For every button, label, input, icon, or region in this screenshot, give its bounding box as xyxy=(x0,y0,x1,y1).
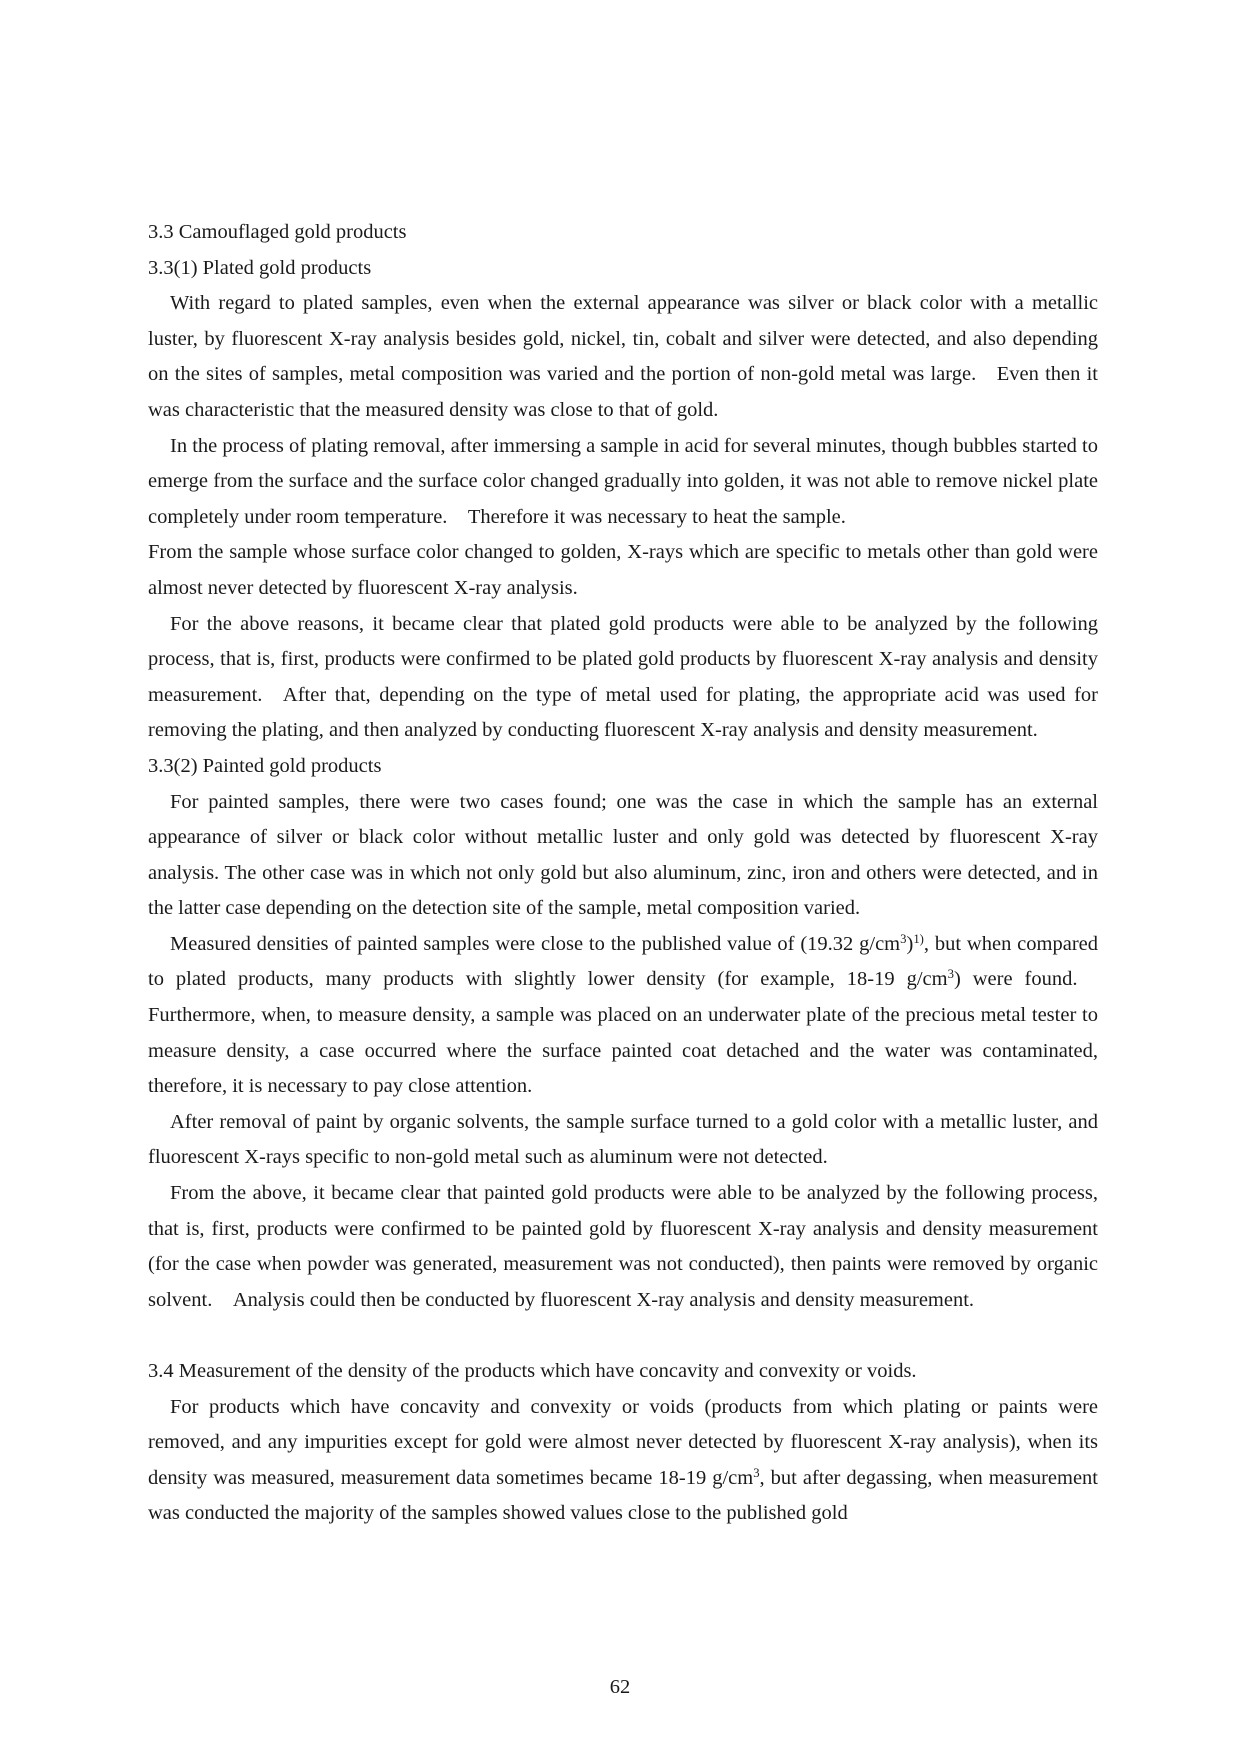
superscript: 3 xyxy=(753,1465,760,1480)
text-run: For products which have concavity and convexity or voids (products from which plating or paints were removed, and any impurities except for gold were almost never detected by fluorescent X-ray analysis), when its density was measured, measurement data sometimes became 18-19 g/cm xyxy=(148,1395,1098,1489)
reference-marker: 1) xyxy=(913,931,924,946)
section-3-3-1-heading: 3.3(1) Plated gold products xyxy=(148,256,372,279)
section-3-3-heading: 3.3 Camouflaged gold products xyxy=(148,221,407,243)
text-run: Measured densities of painted samples were close to the published value of (19.32 g/cm xyxy=(170,932,901,955)
superscript: 3 xyxy=(947,967,954,982)
text-run: , but when compared to plated products, many products with slightly lower density (for example, 18-19 g/cm xyxy=(148,932,1098,991)
page-number: 62 xyxy=(609,1676,631,1698)
text-run: ) xyxy=(906,932,914,955)
paragraph-plated-3: For the above reasons, it became clear that plated gold products were able to be analyzed by the following process, that is, first, products were confirmed to be plated gold products by fluorescent X-ray analysis and density measurement. After that, depending on the type of metal used for plating, the appropriate acid was used for removing the plating, and then analyzed by conducting fluorescent X-ray analysis and density measurement. xyxy=(148,612,1098,742)
text-run: ) were found. Furthermore, when, to measure density, a sample was placed on an underwater plate of the precious metal tester to measure density, a case occurred where the surface painted coat detached and the water was contaminated, therefore, it is necessary to pay close attention. xyxy=(148,968,1098,1098)
superscript: 3 xyxy=(900,931,907,946)
section-3-3-2-heading: 3.3(2) Painted gold products xyxy=(148,754,382,777)
text-run: , but after degassing, when measurement was conducted the majority of the samples showed values close to the published gold xyxy=(148,1466,1099,1525)
paragraph-plated-1: With regard to plated samples, even when the external appearance was silver or black color with a metallic luster, by fluorescent X-ray analysis besides gold, nickel, tin, cobalt and silver were detected, and also depending on the sites of samples, metal composition was varied and the portion of non-gold metal was large. Even then it was characteristic that the measured density was close to that of gold. xyxy=(148,292,1098,421)
paragraph-painted-1: For painted samples, there were two cases found; one was the case in which the sample has an external appearance of silver or black color without metallic luster and only gold was detected by fluorescent X-ray analysis. The other case was in which not only gold but also aluminum, zinc, iron and others were detected, and in the latter case depending on the detection site of the sample, metal composition varied. xyxy=(148,790,1098,920)
paragraph-plated-2b: From the sample whose surface color changed to golden, X-rays which are specific to metals other than gold were almost never detected by fluorescent X-ray analysis. xyxy=(148,541,1098,599)
paragraph-painted-3: After removal of paint by organic solvents, the sample surface turned to a gold color with a metallic luster, and fluorescent X-rays specific to non-gold metal such as aluminum were not detected. xyxy=(148,1110,1098,1169)
paragraph-painted-2 xyxy=(148,927,1098,1105)
paragraph-painted-4: From the above, it became clear that painted gold products were able to be analyzed by the following process, that is, first, products were confirmed to be painted gold by fluorescent X-ray analysis and density measurement (for the case when powder was generated, measurement was not conducted), then paints were removed by organic solvent. Analysis could then be conducted by fluorescent X-ray analysis and density measurement. xyxy=(148,1182,1098,1311)
paragraph-plated-2: In the process of plating removal, after immersing a sample in acid for several minutes, though bubbles started to emerge from the surface and the surface color changed gradually into golden, it was not able to remove nickel plate completely under room temperature. Therefore it was necessary to heat the sample. xyxy=(148,434,1098,528)
paragraph-density-1 xyxy=(148,1390,1098,1532)
section-spacer xyxy=(148,1318,1098,1354)
section-3-4-heading: 3.4 Measurement of the density of the products which have concavity and convexity or voids. xyxy=(148,1360,917,1382)
page-body xyxy=(148,215,1098,1532)
